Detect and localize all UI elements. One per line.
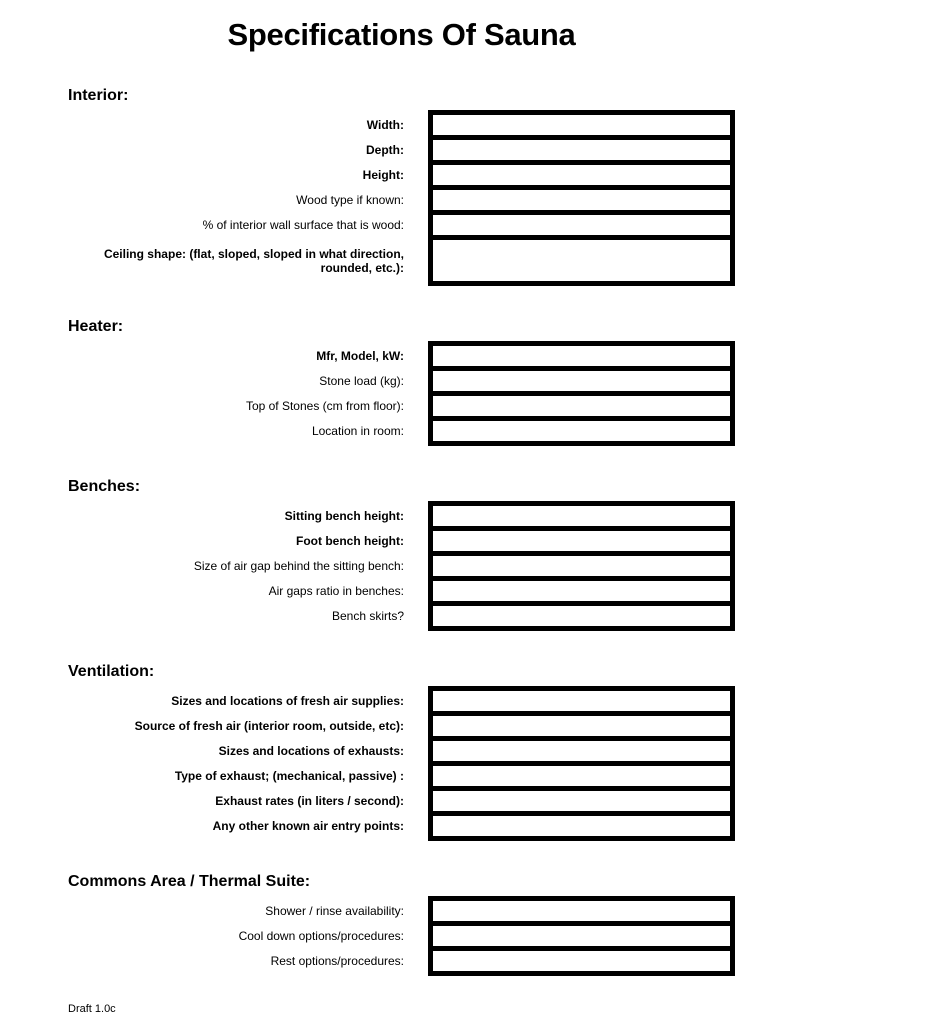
section-rows <box>68 686 735 841</box>
field-label: Bench skirts? <box>331 609 404 623</box>
form-field-row <box>68 235 735 286</box>
form-section <box>68 663 735 841</box>
section-heading: Commons Area / Thermal Suite: <box>68 873 311 890</box>
field-label: Any other known air entry points: <box>212 819 404 833</box>
field-label: Ceiling shape: (flat, sloped, sloped in what direction, rounded, etc.): <box>103 246 404 275</box>
field-label: Sizes and locations of fresh air supplies: <box>171 694 404 708</box>
field-label: Height: <box>362 168 404 182</box>
field-input-box[interactable] <box>428 601 735 631</box>
form-field-row <box>68 946 735 976</box>
form-field-row <box>68 416 735 446</box>
field-input-box[interactable] <box>428 946 735 976</box>
section-heading: Interior: <box>68 87 129 104</box>
form-sections <box>68 87 735 976</box>
field-label: Mfr, Model, kW: <box>316 349 404 363</box>
section-heading: Benches: <box>68 478 141 495</box>
section-rows <box>68 341 735 446</box>
field-label: Top of Stones (cm from floor): <box>245 399 404 413</box>
field-label: Depth: <box>366 143 404 157</box>
field-input-box[interactable] <box>428 416 735 446</box>
field-label: Exhaust rates (in liters / second): <box>215 794 404 808</box>
field-label: Sitting bench height: <box>284 509 404 523</box>
section-heading: Heater: <box>68 318 124 335</box>
field-label: Rest options/procedures: <box>270 954 404 968</box>
field-input-box[interactable] <box>428 811 735 841</box>
section-rows <box>68 110 735 286</box>
field-label: Stone load (kg): <box>319 374 404 388</box>
field-label: Wood type if known: <box>296 193 404 207</box>
field-label: Location in room: <box>311 424 404 438</box>
form-section <box>68 318 735 446</box>
field-label: Foot bench height: <box>296 534 404 548</box>
section-rows <box>68 896 735 976</box>
field-label: Sizes and locations of exhausts: <box>218 744 404 758</box>
field-label: Type of exhaust; (mechanical, passive) : <box>174 769 404 783</box>
form-field-row <box>68 811 735 841</box>
field-label: Cool down options/procedures: <box>238 929 404 943</box>
form-content <box>68 0 735 1016</box>
section-heading: Ventilation: <box>68 663 155 680</box>
form-field-row <box>68 601 735 631</box>
field-label: Shower / rinse availability: <box>265 904 404 918</box>
form-section <box>68 873 735 976</box>
field-input-box[interactable] <box>428 235 735 286</box>
page-title: Specifications Of Sauna <box>227 17 576 52</box>
field-label: % of interior wall surface that is wood: <box>202 218 404 232</box>
field-label: Source of fresh air (interior room, outside, etc): <box>134 719 404 733</box>
form-section <box>68 87 735 286</box>
field-label: Size of air gap behind the sitting bench: <box>193 559 404 573</box>
section-rows <box>68 501 735 631</box>
field-label: Air gaps ratio in benches: <box>268 584 404 598</box>
field-label: Width: <box>366 118 404 132</box>
form-section <box>68 478 735 631</box>
draft-version-label: Draft 1.0c <box>68 1003 116 1015</box>
